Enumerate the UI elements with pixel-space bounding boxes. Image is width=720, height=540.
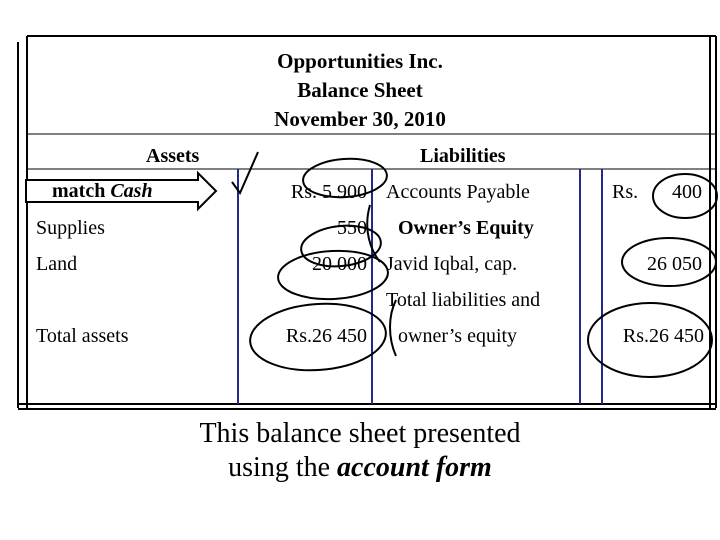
accounts-payable-label: Accounts Payable <box>386 181 530 203</box>
arrow-label-cash: Cash <box>110 180 153 202</box>
capital-label: Javid Iqbal, cap. <box>386 253 518 275</box>
total-liabilities-line2: owner’s equity <box>398 325 518 347</box>
capital-amount: 26 050 <box>647 253 702 275</box>
bracket-stroke <box>367 205 380 262</box>
company-name: Opportunities Inc. <box>277 49 443 73</box>
cash-amount: Rs. 5 900 <box>290 181 367 203</box>
owners-equity-heading: Owner’s Equity <box>398 217 534 239</box>
assets-heading: Assets <box>146 145 200 167</box>
total-liabilities-line1: Total liabilities and <box>386 289 541 311</box>
arrow-label <box>52 180 153 203</box>
land-label: Land <box>36 253 78 275</box>
caption-line2-emph: account form <box>337 452 492 483</box>
total-liabilities-amount: Rs.26 450 <box>622 325 704 347</box>
report-date: November 30, 2010 <box>274 107 446 131</box>
total-assets-label: Total assets <box>36 325 129 347</box>
caption-line2-prefix: using the <box>228 452 331 483</box>
supplies-amount: 550 <box>337 217 367 239</box>
supplies-label: Supplies <box>36 217 105 239</box>
total-assets-amount: Rs.26 450 <box>285 325 367 347</box>
caption-line1: This balance sheet presented <box>199 418 521 449</box>
ap-amount: 400 <box>672 181 702 203</box>
land-amount: 20 000 <box>312 253 367 275</box>
caption-line2 <box>0 452 720 484</box>
ap-currency: Rs. <box>612 181 639 203</box>
liabilities-heading: Liabilities <box>420 145 506 167</box>
report-title: Balance Sheet <box>297 78 423 102</box>
arrow-label-prefix: match <box>52 180 106 202</box>
